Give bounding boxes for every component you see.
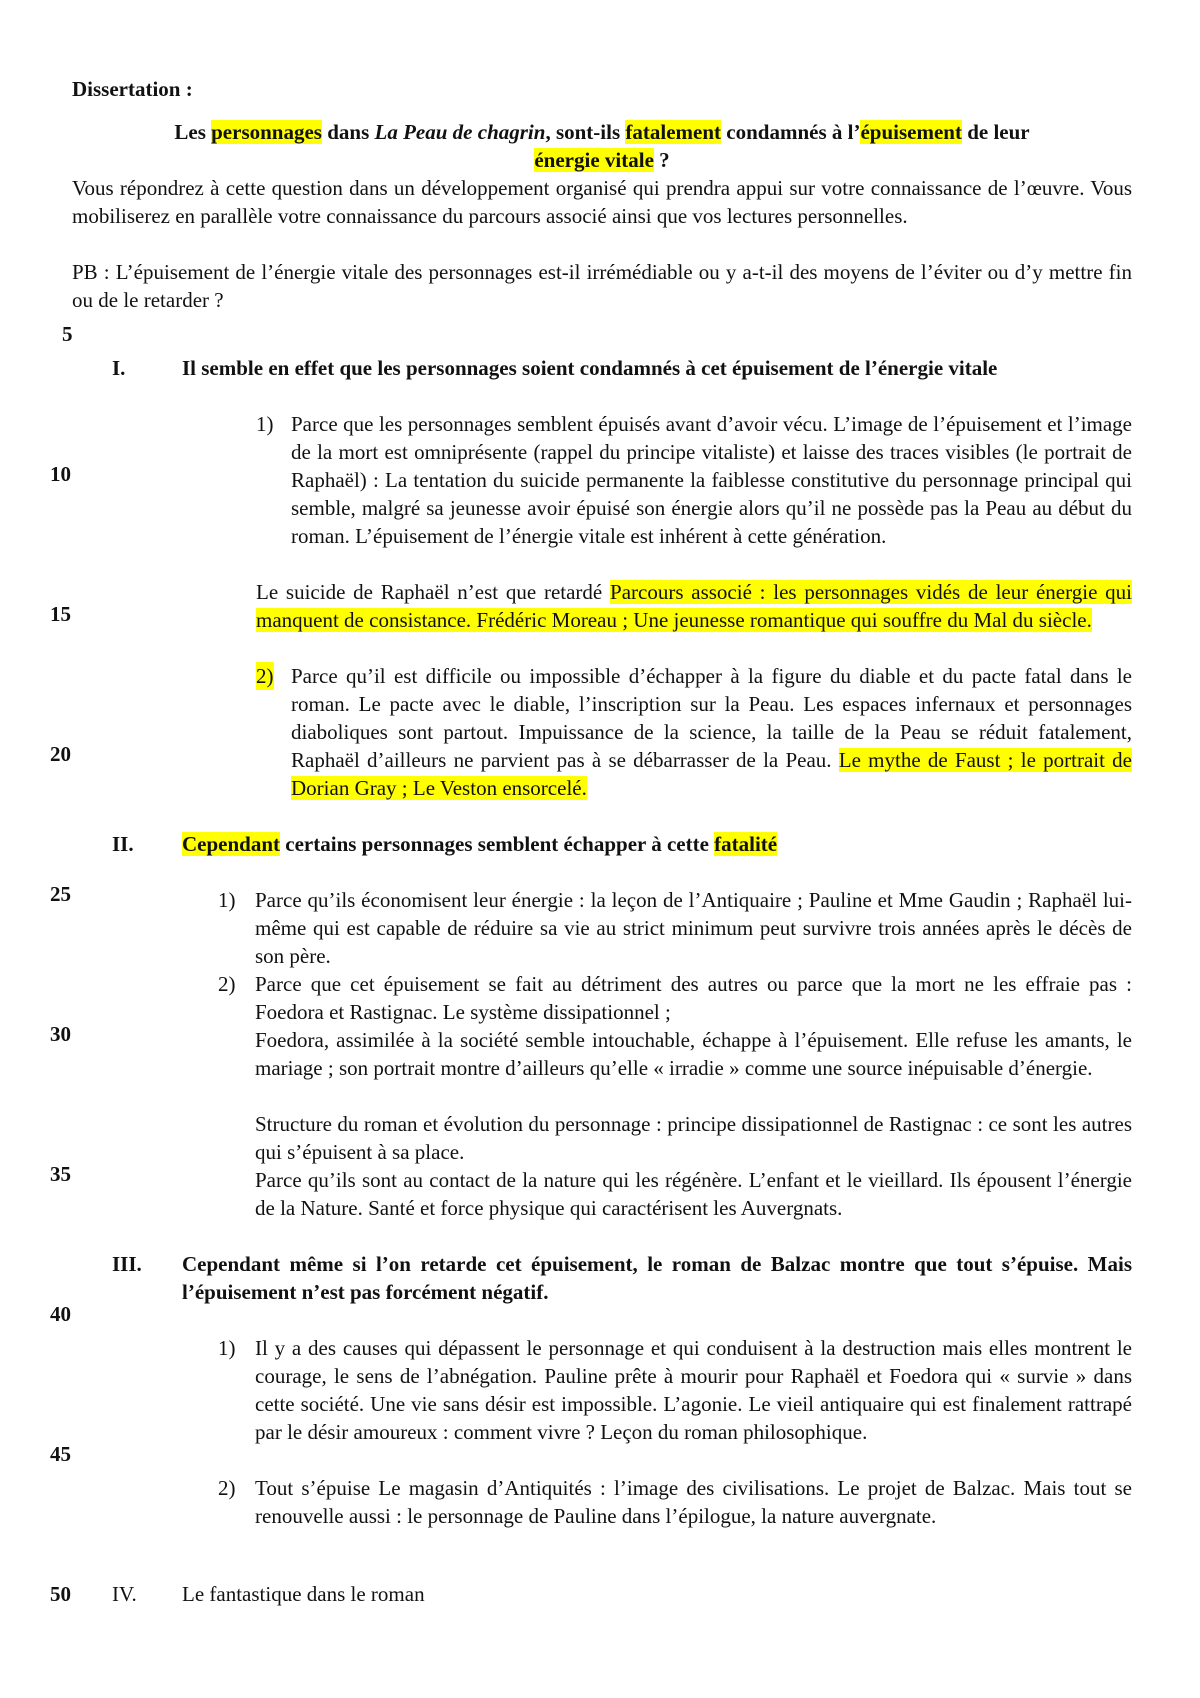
part-3-item-2-number: 2) bbox=[218, 1476, 236, 1500]
part-2-foedora: Foedora, assimilée à la société semble intouchable, échappe à l’épuisement. Elle refuse les amants, le mariage ; son portrait montre d’ailleurs qu’elle « irradie » comme une source inépuisable d’énergie. bbox=[255, 1028, 1132, 1080]
subject-text: Les bbox=[174, 120, 212, 144]
subject-text: , sont-ils bbox=[545, 120, 626, 144]
part-1-title: Il semble en effet que les personnages soient condamnés à cet épuisement de l’énergie vitale bbox=[182, 356, 998, 380]
subject-text: de leur bbox=[961, 120, 1030, 144]
subject-text: ? bbox=[653, 148, 670, 172]
part-1-parcours bbox=[256, 578, 1132, 634]
line-number: 40 bbox=[50, 1302, 71, 1326]
part-2-item-2-number: 2) bbox=[218, 972, 236, 996]
subject-text: dans bbox=[321, 120, 375, 144]
part-2-numeral: II. bbox=[112, 832, 134, 856]
part-2-structure: Structure du roman et évolution du personnage : principe dissipationnel de Rastignac : ce sont les autres qui s’épuisent à sa place. bbox=[255, 1112, 1132, 1164]
title-text: certains personnages semblent échapper à cette bbox=[280, 832, 715, 856]
part-3-item-1: Il y a des causes qui dépassent le personnage et qui conduisent à la destruction mais elles montrent le courage, le sens de l’abnégation. Pauline prête à mourir pour Raphaël et Foedora qui « survie » dans cette société. Une vie sans désir est impossible. L’agonie. Le vieil antiquaire qui est finalement rattrapé par le désir amoureux : comment vivre ? Leçon du roman philosophique. bbox=[255, 1336, 1132, 1444]
part-3-item-2: Tout s’épuise Le magasin d’Antiquités : l’image des civilisations. Le projet de Balzac. Mais tout se renouvelle aussi : le personnage de Pauline dans l’épilogue, la nature auvergnate. bbox=[255, 1476, 1132, 1528]
part-1-item-2 bbox=[291, 662, 1132, 802]
part-2-nature: Parce qu’ils sont au contact de la nature qui les régénère. L’enfant et le vieillard. Ils épousent l’énergie de la Nature. Santé et force physique qui caractérisent les Auvergnats. bbox=[255, 1168, 1132, 1220]
line-number: 5 bbox=[62, 322, 73, 346]
document-heading: Dissertation : bbox=[72, 77, 193, 101]
line-number: 20 bbox=[50, 742, 71, 766]
part-3-numeral: III. bbox=[112, 1252, 142, 1276]
part-3-title: Cependant même si l’on retarde cet épuisement, le roman de Balzac montre que tout s’épuise. Mais l’épuisement n’est pas forcément négatif. bbox=[182, 1252, 1132, 1304]
part-2-item-2: Parce que cet épuisement se fait au détriment des autres ou parce que la mort ne les effraie pas : Foedora et Rastignac. Le système dissipationnel ; bbox=[255, 972, 1132, 1024]
subject-highlight: énergie vitale bbox=[534, 148, 654, 172]
part-1-numeral: I. bbox=[112, 356, 126, 380]
part-2-item-1-number: 1) bbox=[218, 888, 236, 912]
part-4-title: Le fantastique dans le roman bbox=[182, 1582, 425, 1606]
line-number: 35 bbox=[50, 1162, 71, 1186]
problematique: PB : L’épuisement de l’énergie vitale des personnages est-il irrémédiable ou y a-t-il des moyens de l’éviter ou d’y mettre fin ou de le retarder ? bbox=[72, 260, 1132, 312]
subject-line-2 bbox=[72, 146, 1132, 174]
subject-line-1 bbox=[72, 118, 1132, 146]
item-2-highlight: Le mythe de Faust ; le portrait de Dorian Gray ; Le Veston ensorcelé. bbox=[291, 748, 1132, 800]
line-number: 30 bbox=[50, 1022, 71, 1046]
line-number: 10 bbox=[50, 462, 71, 486]
part-1-item-2-number: 2) bbox=[256, 664, 274, 688]
title-highlight: fatalité bbox=[714, 832, 778, 856]
subject-highlight: personnages bbox=[211, 120, 322, 144]
suicide-text: Le suicide de Raphaël n’est que retardé bbox=[256, 580, 611, 604]
part-3-item-1-number: 1) bbox=[218, 1336, 236, 1360]
line-number: 25 bbox=[50, 882, 71, 906]
title-highlight: Cependant bbox=[182, 832, 281, 856]
line-number: 45 bbox=[50, 1442, 71, 1466]
parcours-highlight: Parcours associé : les personnages vidés de leur énergie qui manquent de consistance. Frédéric Moreau ; Une jeunesse romantique qui souffre du Mal du siècle. bbox=[256, 580, 1132, 632]
part-1-item-1: Parce que les personnages semblent épuisés avant d’avoir vécu. L’image de l’épuisement et l’image de la mort est omniprésente (rappel du principe vitaliste) et laisse des traces visibles (le portrait de Raphaël) : La tentation du suicide permanente la faiblesse constitutive du personnage principal qui semble, malgré sa jeunesse avoir épuisé son énergie alors qu’il ne possède pas la Peau au début du roman. L’épuisement de l’énergie vitale est inhérent à cette génération. bbox=[291, 412, 1132, 548]
subject-highlight: épuisement bbox=[860, 120, 962, 144]
instructions: Vous répondrez à cette question dans un développement organisé qui prendra appui sur votre connaissance de l’œuvre. Vous mobiliserez en parallèle votre connaissance du parcours associé ainsi que vos lectures personnelles. bbox=[72, 176, 1132, 228]
line-number: 50 bbox=[50, 1582, 71, 1606]
part-4-numeral: IV. bbox=[112, 1582, 137, 1606]
line-number: 15 bbox=[50, 602, 71, 626]
subject-text: condamnés à l’ bbox=[721, 120, 861, 144]
book-title: La Peau de chagrin bbox=[374, 120, 546, 144]
part-1-item-1-number: 1) bbox=[256, 412, 274, 436]
item-2-text: Parce qu’il est difficile ou impossible d’échapper à la figure du diable et du pacte fatal dans le roman. Le pacte avec le diable, l’inscription sur la Peau. Les espaces infernaux et personnages diaboliques sont partout. Impuissance de la science, la taille de la Peau se réduit fatalement, Raphaël d’ailleurs ne parvient pas à se débarrasser de la Peau. bbox=[291, 664, 1132, 772]
part-2-item-1: Parce qu’ils économisent leur énergie : la leçon de l’Antiquaire ; Pauline et Mme Gaudin ; Raphaël lui-même qui est capable de réduire sa vie au strict minimum peut survivre trois années après le décès de son père. bbox=[255, 888, 1132, 968]
subject-highlight: fatalement bbox=[625, 120, 722, 144]
part-2-title bbox=[182, 830, 1132, 858]
dissertation-subject bbox=[72, 118, 1132, 174]
